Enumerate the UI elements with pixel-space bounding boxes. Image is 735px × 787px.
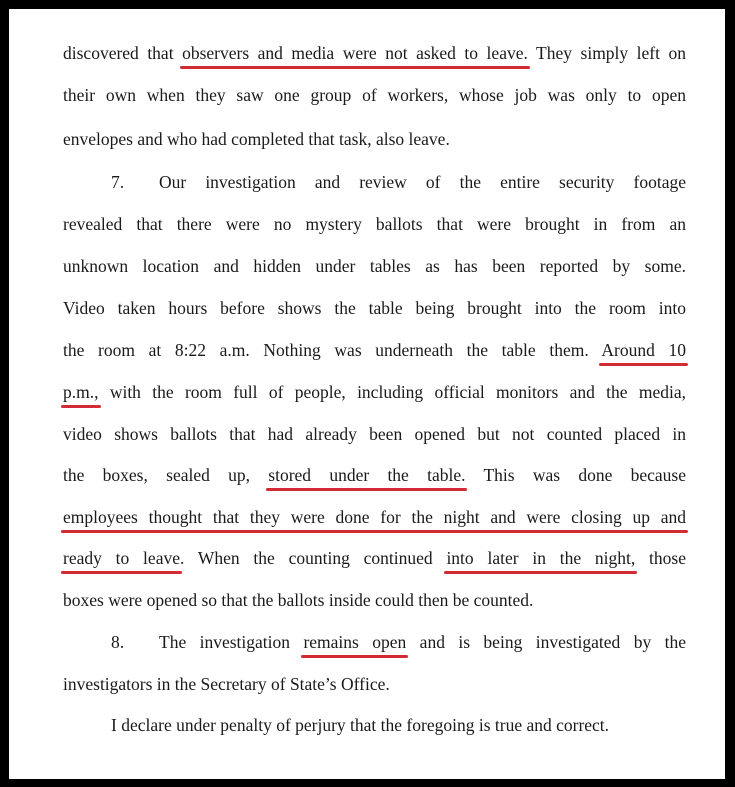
line-text: discovered that bbox=[63, 43, 183, 63]
text-line-12 bbox=[63, 506, 686, 528]
red-underline-highlight: p.m., bbox=[63, 382, 99, 402]
line-text: and is being investigated by the bbox=[406, 632, 686, 652]
text-line-14: boxes were opened so that the ballots inside could then be counted. bbox=[63, 590, 534, 610]
line-text: the boxes, sealed up, bbox=[63, 465, 269, 485]
paragraph-number: 8. bbox=[111, 632, 125, 652]
text-line-7: Video taken hours before shows the table being brought into the room into bbox=[63, 298, 686, 318]
text-line-1 bbox=[63, 42, 686, 64]
line-text: They simply left on bbox=[527, 43, 687, 63]
text-line-9 bbox=[63, 381, 686, 403]
paragraph-number: 7. bbox=[111, 172, 125, 192]
text-line-3: envelopes and who had completed that task, also leave. bbox=[63, 129, 450, 149]
line-text: . When the counting continued bbox=[179, 548, 447, 568]
text-line-13 bbox=[63, 547, 686, 569]
line-text: The investigation bbox=[159, 632, 304, 652]
red-underline-highlight: remains open bbox=[303, 632, 407, 652]
paragraph-8-start bbox=[63, 631, 686, 653]
text-line-6: unknown location and hidden under tables as has been reported by some. bbox=[63, 256, 686, 276]
line-text: with the room full of people, including official monitors and the media, bbox=[98, 382, 686, 402]
document-page bbox=[9, 9, 725, 779]
red-underline-highlight: observers and media were not asked to leave. bbox=[182, 43, 528, 63]
text-line-2: their own when they saw one group of workers, whose job was only to open bbox=[63, 85, 686, 105]
line-text: Our investigation and review of the entire security footage bbox=[159, 172, 686, 192]
red-underline-highlight: into later in the night, bbox=[446, 548, 636, 568]
text-line-5: revealed that there were no mystery ballots that were brought in from an bbox=[63, 214, 686, 234]
line-text: This was done because bbox=[465, 465, 686, 485]
text-line-10: video shows ballots that had already been opened but not counted placed in bbox=[63, 424, 686, 444]
text-line-16: investigators in the Secretary of State’s Office. bbox=[63, 674, 390, 694]
paragraph-7-start bbox=[63, 171, 686, 193]
text-line-8 bbox=[63, 339, 686, 361]
red-underline-highlight: employees thought that they were done for the night and were closing up and bbox=[63, 507, 686, 527]
line-text: those bbox=[635, 548, 686, 568]
line-text: the room at 8:22 a.m. Nothing was underneath the table them. bbox=[63, 340, 602, 360]
declaration-line: I declare under penalty of perjury that the foregoing is true and correct. bbox=[111, 715, 610, 735]
text-line-11 bbox=[63, 464, 686, 486]
red-underline-highlight: Around 10 bbox=[601, 340, 686, 360]
red-underline-highlight: ready to leave bbox=[63, 548, 180, 568]
red-underline-highlight: stored under the table. bbox=[268, 465, 466, 485]
